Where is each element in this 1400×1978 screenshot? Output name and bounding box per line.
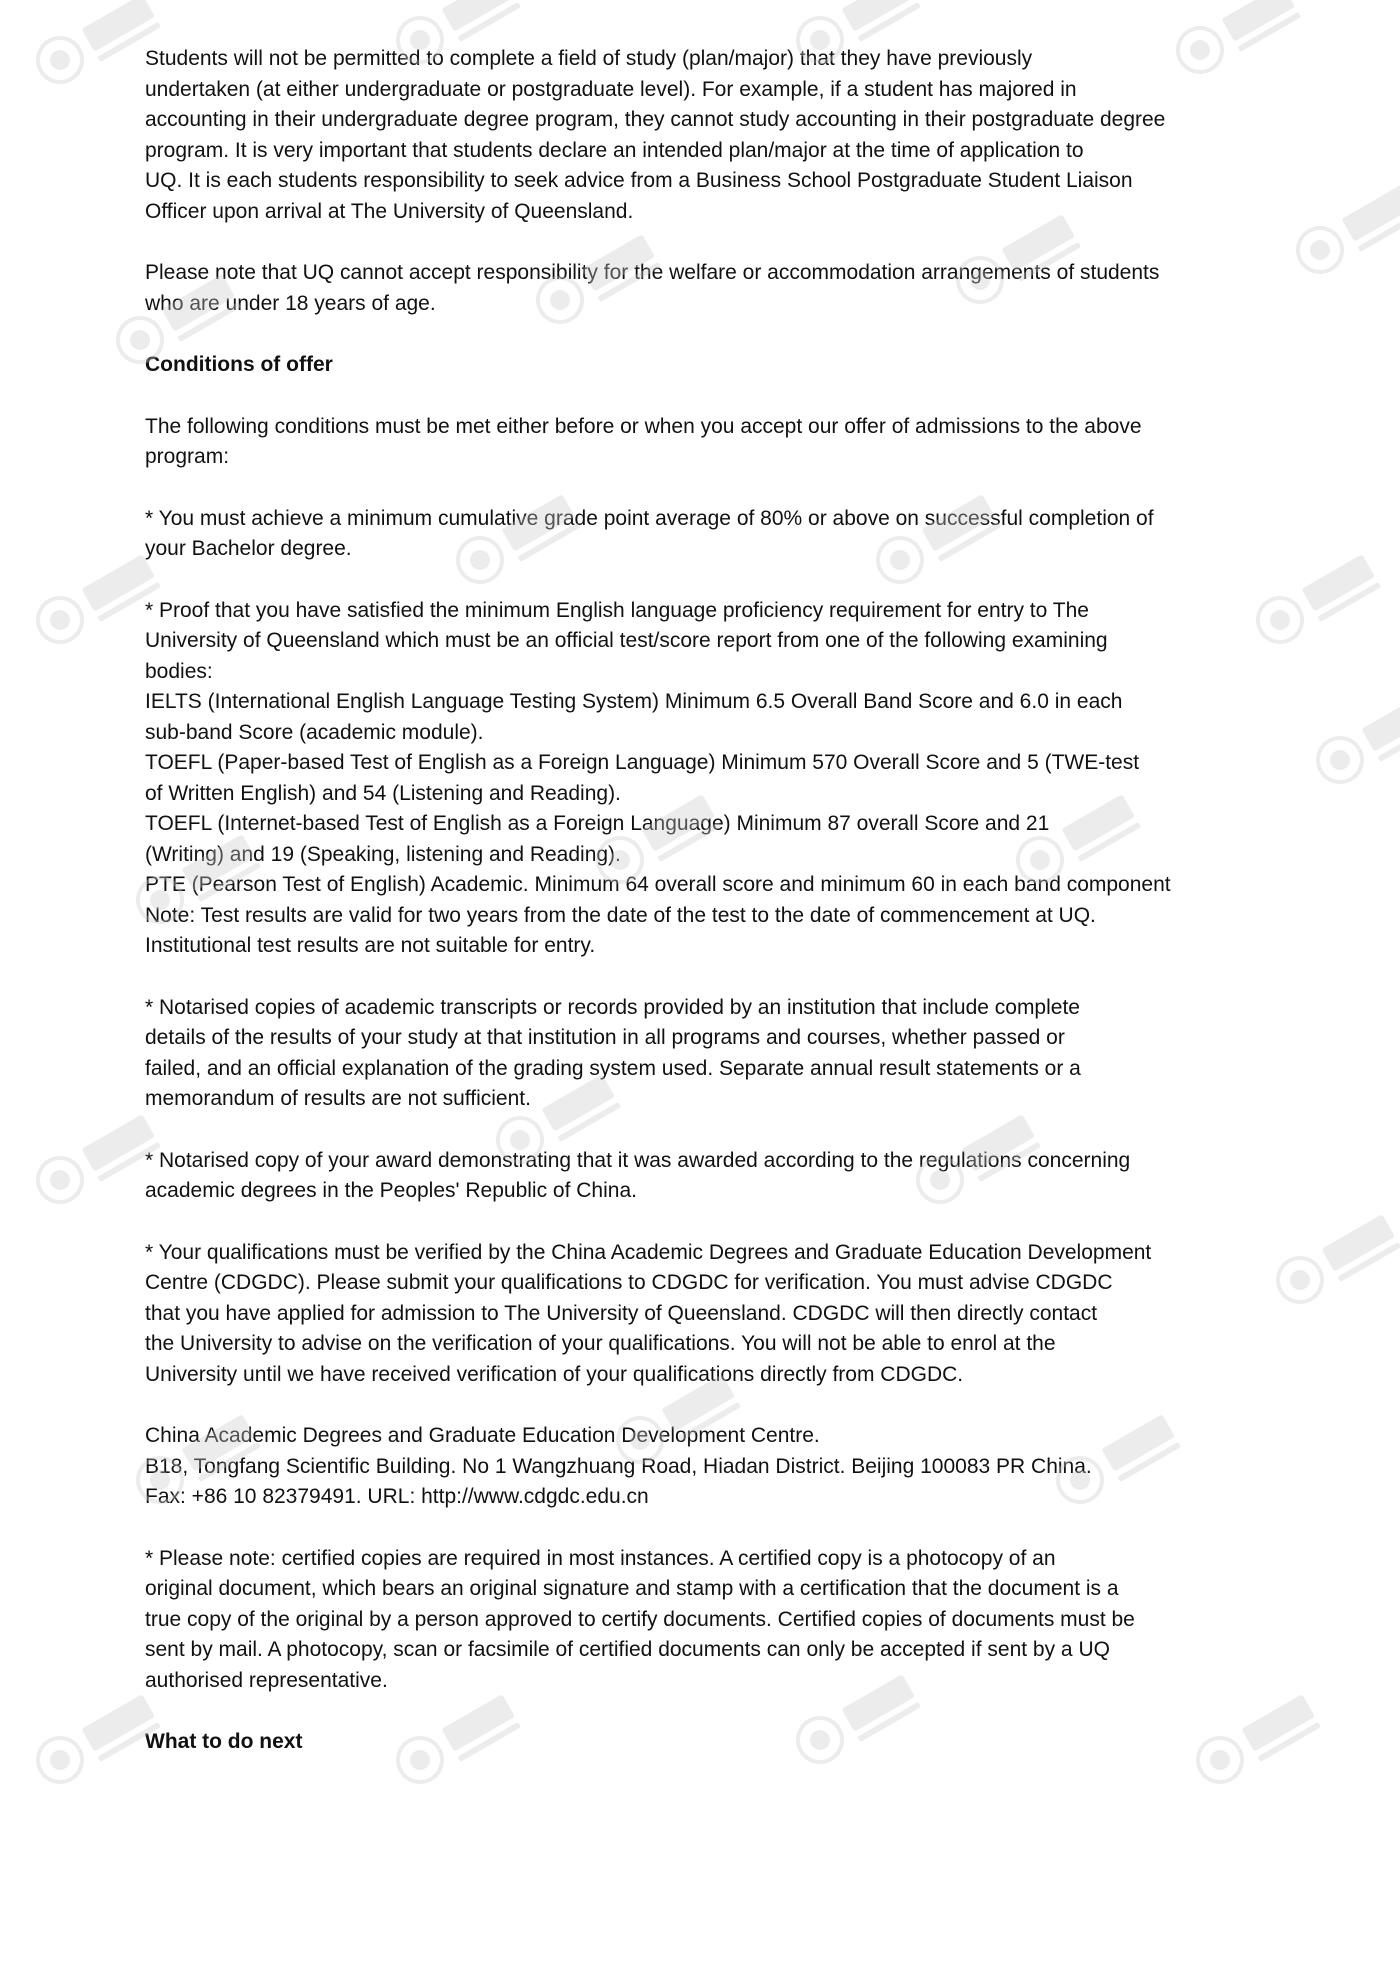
text-line: University until we have received verification of your qualifications directly from CDGDC. [145,1362,964,1386]
text-line: * Proof that you have satisfied the minimum English language proficiency requirement for entry to The [145,598,1089,622]
text-line: who are under 18 years of age. [145,291,436,315]
paragraph-field-of-study [145,44,1305,227]
paragraph-welfare-note [145,258,1305,319]
certified-copies-note [145,1544,1305,1697]
watermark-stamp [30,549,161,650]
text-line: that you have applied for admission to The University of Queensland. CDGDC will then directly contact [145,1301,1098,1325]
condition-transcripts [145,993,1305,1115]
watermark-stamp [1310,689,1400,790]
text-line: failed, and an official explanation of the grading system used. Separate annual result statements or a [145,1056,1081,1080]
text-line: UQ. It is each students responsibility to seek advice from a Business School Postgraduate Student Liaison [145,169,1133,192]
text-line: undertaken (at either undergraduate or postgraduate level). For example, if a student has majored in [145,77,1077,101]
next-steps-heading: What to do next [145,1730,303,1753]
condition-gpa [145,504,1305,565]
text-line: * Your qualifications must be verified by the China Academic Degrees and Graduate Education Development [145,1240,1152,1264]
text-line: B18, Tongfang Scientific Building. No 1 Wangzhuang Road, Hiadan District. Beijing 100083 PR China. [145,1454,1092,1478]
paragraph-conditions-intro [145,412,1305,473]
text-line: IELTS (International English Language Testing System) Minimum 6.5 Overall Band Score and 6.0 in each [145,690,1123,713]
text-line: academic degrees in the Peoples' Republic of China. [145,1179,637,1202]
text-line: The following conditions must be met either before or when you accept our offer of admissions to the above [145,414,1142,438]
watermark-stamp [1290,179,1400,280]
text-line: University of Queensland which must be an official test/score report from one of the following examining [145,629,1108,652]
watermark-stamp [30,1689,161,1790]
text-line: sub-band Score (academic module). [145,720,484,744]
conditions-heading: Conditions of offer [145,353,333,376]
condition-award [145,1146,1305,1207]
text-line: memorandum of results are not sufficient. [145,1087,531,1110]
text-line: program. It is very important that students declare an intended plan/major at the time of application to [145,138,1084,162]
text-line: program: [145,445,230,468]
text-line: authorised representative. [145,1668,388,1692]
text-line: * Notarised copy of your award demonstrating that it was awarded according to the regulations concerning [145,1148,1131,1172]
condition-english [145,596,1305,962]
text-line: your Bachelor degree. [145,537,352,560]
text-line: China Academic Degrees and Graduate Education Development Centre. [145,1424,820,1447]
text-line: PTE (Pearson Test of English) Academic. Minimum 64 overall score and minimum 60 in each band component [145,873,1171,896]
document-body [145,44,1305,1789]
text-line: TOEFL (Internet-based Test of English as a Foreign Language) Minimum 87 overall Score and 21 [145,812,1050,835]
watermark-stamp [30,0,161,90]
text-line: * Please note: certified copies are required in most instances. A certified copy is a photocopy of an [145,1546,1056,1570]
text-line: Note: Test results are valid for two years from the date of the test to the date of commencement at UQ. [145,903,1096,927]
text-line: TOEFL (Paper-based Test of English as a Foreign Language) Minimum 570 Overall Score and 5 (TWE-test [145,751,1140,774]
text-line: of Written English) and 54 (Listening and Reading). [145,781,621,805]
text-line: Institutional test results are not suitable for entry. [145,934,596,957]
text-line: Students will not be permitted to complete a field of study (plan/major) that they have previously [145,47,1033,70]
cdgdc-address [145,1421,1305,1513]
text-line: Please note that UQ cannot accept responsibility for the welfare or accommodation arrangements of students [145,261,1160,284]
text-line: Officer upon arrival at The University of Queensland. [145,199,634,223]
watermark-stamp [30,1109,161,1210]
text-line: details of the results of your study at that institution in all programs and courses, whether passed or [145,1026,1065,1049]
text-line: * Notarised copies of academic transcripts or records provided by an institution that include complete [145,995,1080,1019]
text-line: sent by mail. A photocopy, scan or facsimile of certified documents can only be accepted if sent by a UQ [145,1638,1110,1661]
text-line: accounting in their undergraduate degree program, they cannot study accounting in their postgraduate degree [145,108,1166,131]
text-line: original document, which bears an original signature and stamp with a certification that the document is a [145,1577,1119,1600]
text-line: Centre (CDGDC). Please submit your qualifications to CDGDC for verification. You must advise CDGDC [145,1271,1113,1294]
text-line: bodies: [145,659,213,683]
text-line: * You must achieve a minimum cumulative grade point average of 80% or above on successful completion of [145,506,1154,530]
text-line: the University to advise on the verification of your qualifications. You will not be able to enrol at the [145,1332,1056,1355]
text-line: (Writing) and 19 (Speaking, listening and Reading). [145,842,621,866]
text-line: Fax: +86 10 82379491. URL: http://www.cdgdc.edu.cn [145,1485,649,1508]
condition-cdgdc [145,1238,1305,1391]
text-line: true copy of the original by a person approved to certify documents. Certified copies of documents must be [145,1607,1135,1631]
